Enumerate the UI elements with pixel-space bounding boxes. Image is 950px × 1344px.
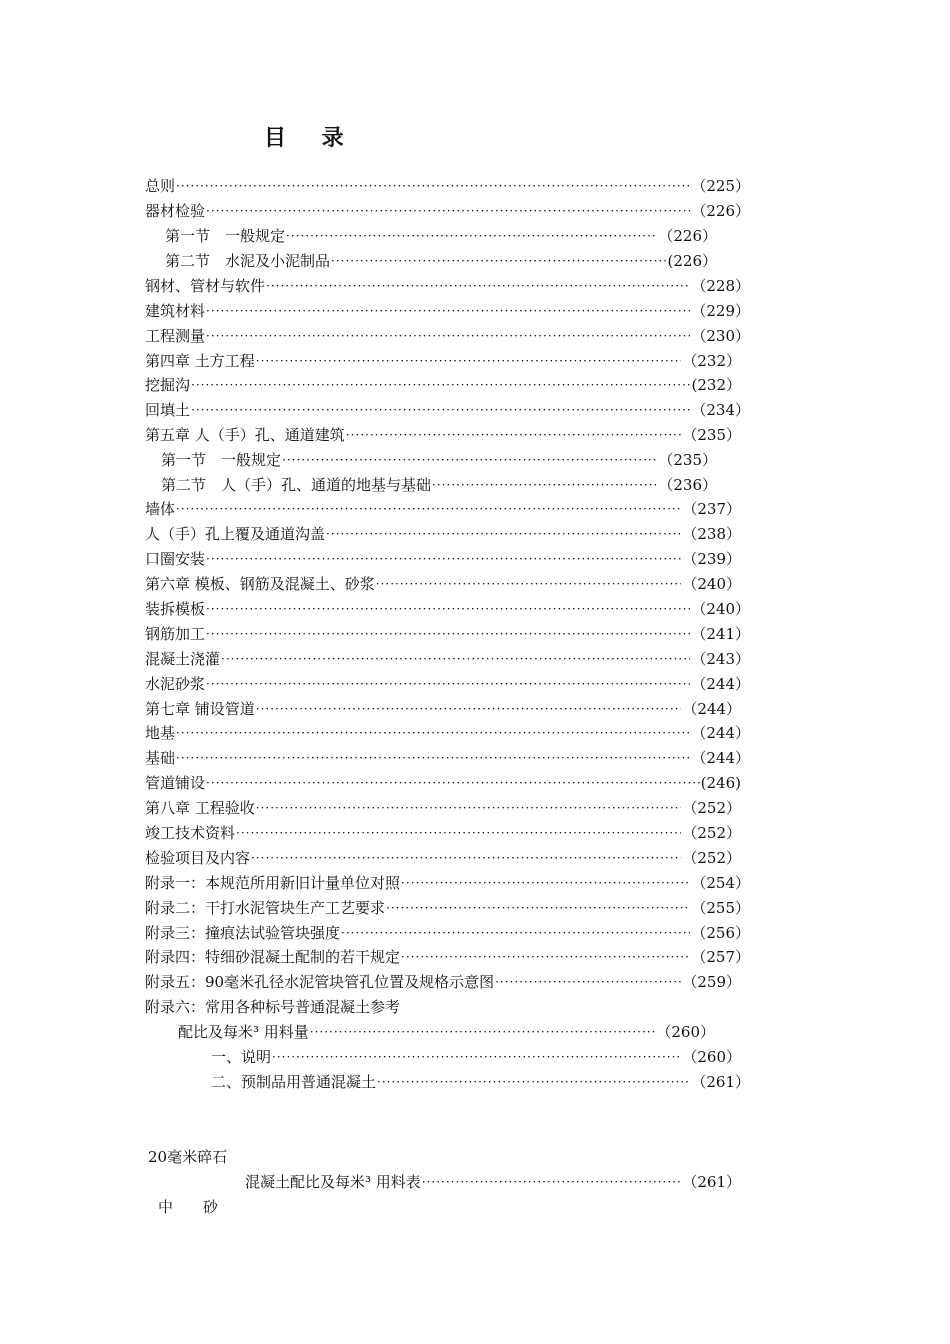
toc-entry[interactable]	[145, 325, 750, 347]
toc-page: （229）	[691, 302, 750, 320]
toc-label: 第二节 人（手）孔、通道的地基与基础	[161, 476, 432, 494]
toc-page: （244）	[682, 700, 741, 718]
toc-page: （243）	[691, 650, 750, 668]
leader-dots	[256, 352, 682, 372]
leader-dots	[401, 874, 690, 894]
toc-label: 基础	[145, 749, 176, 767]
leader-dots	[221, 650, 690, 670]
toc-label: 第七章 铺设管道	[145, 700, 255, 718]
leader-dots	[282, 451, 657, 471]
leader-dots	[176, 749, 690, 769]
toc-entry[interactable]	[145, 598, 750, 620]
toc-entry[interactable]	[145, 946, 750, 968]
toc-entry[interactable]	[161, 449, 717, 471]
toc-label: 钢材、管材与软件	[145, 277, 266, 295]
toc-page: （244）	[691, 749, 750, 767]
leader-dots	[236, 824, 681, 844]
leader-dots	[376, 575, 682, 595]
toc-page: （230）	[691, 327, 750, 345]
toc-entry[interactable]	[145, 175, 750, 197]
toc-page: （252）	[682, 824, 741, 842]
toc-entry[interactable]	[145, 623, 750, 645]
sand-label: 中 砂	[158, 1198, 219, 1216]
toc-entry[interactable]	[145, 673, 750, 695]
toc-page: （241）	[691, 625, 750, 643]
toc-entry[interactable]	[145, 350, 741, 372]
toc-page: （261）	[691, 1073, 750, 1091]
toc-page: （237）	[682, 500, 741, 518]
toc-entry[interactable]	[178, 1021, 715, 1043]
toc-entry[interactable]	[145, 847, 741, 869]
toc-entry[interactable]	[145, 772, 741, 794]
leader-dots	[256, 700, 682, 720]
toc-entry[interactable]	[145, 399, 750, 421]
toc-label: 附录四：特细砂混凝土配制的若干规定	[145, 948, 401, 966]
leader-dots	[176, 177, 690, 197]
toc-page: （261）	[682, 1173, 741, 1191]
toc-entry[interactable]	[165, 250, 717, 272]
toc-label: 器材检验	[145, 202, 206, 220]
toc-page: (232）	[691, 376, 741, 394]
toc-entry[interactable]	[145, 573, 741, 595]
leader-dots	[326, 525, 681, 545]
toc-page: （238）	[682, 525, 741, 543]
toc-label: 口圈安装	[145, 550, 206, 568]
toc-label: 挖掘沟	[145, 376, 191, 394]
toc-entry[interactable]	[145, 897, 750, 919]
toc-entry-label[interactable]: 附录六：常用各种标号普通混凝土参考	[145, 998, 401, 1016]
toc-label: 钢筋加工	[145, 625, 206, 643]
toc-entry[interactable]	[145, 200, 750, 222]
toc-entry[interactable]	[145, 747, 750, 769]
toc-entry[interactable]	[165, 225, 717, 247]
toc-entry[interactable]	[145, 523, 741, 545]
toc-label: 混凝土浇灌	[145, 650, 221, 668]
toc-page: （228）	[691, 277, 750, 295]
toc-page: （252）	[682, 799, 741, 817]
toc-label: 一、说明	[211, 1048, 272, 1066]
toc-entry[interactable]	[145, 275, 750, 297]
leader-dots	[191, 376, 691, 396]
leader-dots	[310, 1023, 656, 1043]
toc-entry[interactable]	[145, 498, 741, 520]
toc-label: 附录一：本规范所用新旧计量单位对照	[145, 874, 401, 892]
leader-dots	[176, 724, 690, 744]
toc-label: 人（手）孔上覆及通道沟盖	[145, 525, 326, 543]
toc-label: 竣工技术资料	[145, 824, 236, 842]
toc-label: 附录五：90毫米孔径水泥管块管孔位置及规格示意图	[145, 973, 495, 991]
toc-page: （255）	[691, 899, 750, 917]
leader-dots	[256, 799, 682, 819]
toc-entry[interactable]	[145, 424, 741, 446]
toc-label: 总则	[145, 177, 176, 195]
leader-dots	[495, 973, 681, 993]
leader-dots	[432, 476, 657, 496]
toc-label: 第一节 一般规定	[161, 451, 282, 469]
toc-entry[interactable]	[145, 822, 741, 844]
toc-label: 第二节 水泥及小泥制品	[165, 252, 331, 270]
toc-label: 建筑材料	[145, 302, 206, 320]
toc-label: 水泥砂浆	[145, 675, 206, 693]
toc-label: 附录二：干打水泥管块生产工艺要求	[145, 899, 386, 917]
toc-label: 第六章 模板、钢筋及混凝土、砂浆	[145, 575, 375, 593]
toc-entry[interactable]	[145, 797, 741, 819]
leader-dots	[176, 500, 681, 520]
leader-dots	[331, 252, 667, 272]
toc-label: 配比及每米³ 用料量	[178, 1023, 309, 1041]
toc-page: （240）	[691, 600, 750, 618]
toc-page: （225）	[691, 177, 750, 195]
toc-page: （235）	[658, 451, 717, 469]
page-title: 目 录	[264, 125, 358, 151]
toc-label: 第八章 工程验收	[145, 799, 255, 817]
toc-page: （244）	[691, 675, 750, 693]
toc-page: （232）	[682, 352, 741, 370]
toc-entry[interactable]	[211, 1071, 750, 1093]
toc-entry[interactable]	[145, 971, 741, 993]
toc-label: 检验项目及内容	[145, 849, 251, 867]
leader-dots	[206, 774, 700, 794]
toc-entry[interactable]	[211, 1046, 741, 1068]
toc-entry[interactable]	[145, 722, 750, 744]
leader-dots	[206, 550, 681, 570]
leader-dots	[206, 675, 690, 695]
leader-dots	[341, 924, 690, 944]
toc-page: （257）	[691, 948, 750, 966]
toc-page: （260）	[656, 1023, 715, 1041]
toc-label: 地基	[145, 724, 176, 742]
stone-label: 20毫米碎石	[148, 1148, 228, 1166]
toc-label: 管道铺设	[145, 774, 206, 792]
toc-label: 第五章 人（手）孔、通道建筑	[145, 426, 345, 444]
toc-label: 回填土	[145, 401, 191, 419]
toc-page: （244）	[691, 724, 750, 742]
toc-entry[interactable]	[145, 374, 741, 396]
toc-label: 工程测量	[145, 327, 206, 345]
leader-dots	[206, 600, 690, 620]
toc-label: 附录三：撞痕法试验管块强度	[145, 924, 341, 942]
leader-dots	[206, 302, 690, 322]
leader-dots	[206, 327, 690, 347]
toc-page: （256）	[691, 924, 750, 942]
toc-page: （260）	[682, 1048, 741, 1066]
toc-page: （252）	[682, 849, 741, 867]
toc-label: 第一节 一般规定	[165, 227, 286, 245]
toc-page: （234）	[691, 401, 750, 419]
toc-page: （236）	[658, 476, 717, 494]
toc-label: 混凝土配比及每米³ 用料表	[245, 1173, 421, 1191]
toc-label: 墙体	[145, 500, 176, 518]
toc-page: （226）	[658, 227, 717, 245]
toc-label: 二、预制品用普通混凝土	[211, 1073, 377, 1091]
toc-page: (246)	[700, 774, 741, 792]
leader-dots	[377, 1073, 690, 1093]
leader-dots	[206, 202, 690, 222]
leader-dots	[266, 277, 690, 297]
leader-dots	[286, 227, 657, 247]
toc-page: （226）	[691, 202, 750, 220]
toc-page: （254）	[691, 874, 750, 892]
toc-page: （235）	[682, 426, 741, 444]
toc-entry[interactable]	[245, 1171, 741, 1193]
leader-dots	[251, 849, 681, 869]
toc-label: 装拆模板	[145, 600, 206, 618]
toc-page: （259）	[682, 973, 741, 991]
toc-page: （239）	[682, 550, 741, 568]
toc-entry[interactable]	[145, 922, 750, 944]
leader-dots	[346, 426, 682, 446]
toc-entry[interactable]	[145, 872, 750, 894]
leader-dots	[272, 1048, 681, 1068]
leader-dots	[386, 899, 690, 919]
toc-entry[interactable]	[145, 648, 750, 670]
toc-page: （240）	[682, 575, 741, 593]
leader-dots	[401, 948, 690, 968]
leader-dots	[206, 625, 690, 645]
leader-dots	[422, 1173, 682, 1193]
toc-entry[interactable]	[161, 474, 717, 496]
leader-dots	[191, 401, 690, 421]
toc-entry[interactable]	[145, 548, 741, 570]
toc-entry[interactable]	[145, 698, 741, 720]
toc-page: (226）	[667, 252, 717, 270]
toc-label: 第四章 土方工程	[145, 352, 255, 370]
toc-entry[interactable]	[145, 300, 750, 322]
